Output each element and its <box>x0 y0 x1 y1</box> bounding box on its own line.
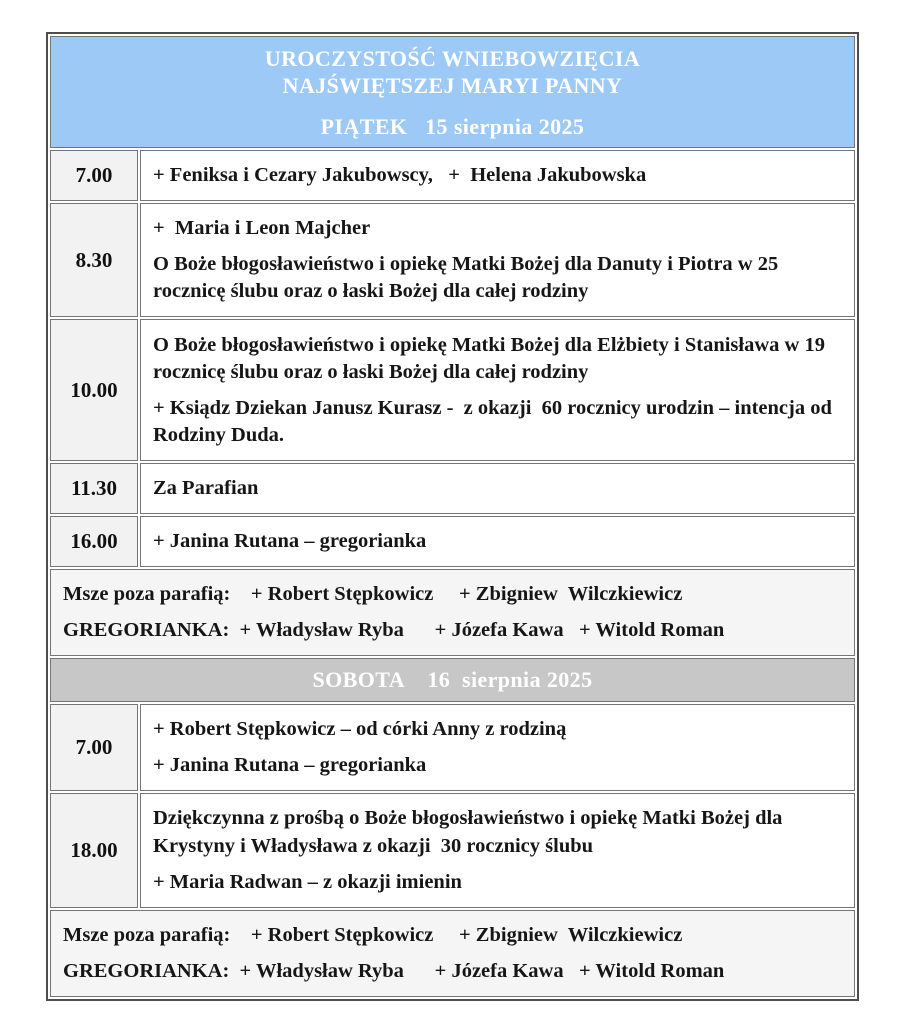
table-row <box>50 704 855 791</box>
intention-line: Za Parafian <box>153 477 259 500</box>
time-cell: 16.00 <box>50 516 138 567</box>
feast-title-line2: NAJŚWIĘTSZEJ MARYI PANNY <box>282 73 623 98</box>
table-row <box>50 319 855 461</box>
outside-parish-note <box>50 910 855 997</box>
intention-line: Dziękczynna z prośbą o Boże błogosławieństwo i opiekę Matki Bożej dla Krystyny i Władysława z okazji 30 rocznicy ślubu <box>153 807 788 857</box>
time-cell: 18.00 <box>50 793 138 907</box>
table-row <box>50 150 855 201</box>
outside-parish-note <box>50 569 855 656</box>
table-row <box>50 793 855 907</box>
saturday-date-banner: SOBOTA 16 sierpnia 2025 <box>50 658 855 702</box>
friday-date-line: PIĄTEK 15 sierpnia 2025 <box>320 113 585 139</box>
intention-cell <box>140 463 855 514</box>
feast-title-line1: UROCZYSTOŚĆ WNIEBOWZIĘCIA <box>264 45 641 71</box>
time-cell: 10.00 <box>50 319 138 461</box>
note-line: GREGORIANKA: + Władysław Ryba + Józefa Kawa + Witold Roman <box>63 619 725 642</box>
intention-cell <box>140 516 855 567</box>
feast-header-cell <box>50 36 855 148</box>
intention-line: O Boże błogosławieństwo i opiekę Matki Bożej dla Danuty i Piotra w 25 rocznicę ślubu oraz o łaski Bożej dla całej rodziny <box>153 253 784 303</box>
intention-line: + Maria i Leon Majcher <box>153 217 371 240</box>
intention-line: O Boże błogosławieństwo i opiekę Matki Bożej dla Elżbiety i Stanisława w 19 rocznicę ślubu oraz o łaski Bożej dla całej rodziny <box>153 333 831 383</box>
intention-cell <box>140 203 855 317</box>
intention-cell <box>140 150 855 201</box>
mass-intentions-sheet <box>46 32 859 1001</box>
time-cell: 7.00 <box>50 704 138 791</box>
intention-line: + Feniksa i Cezary Jakubowscy, + Helena Jakubowska <box>153 164 647 186</box>
note-line: Msze poza parafią: + Robert Stępkowicz + Zbigniew Wilczkiewicz <box>63 923 683 946</box>
intention-line: + Robert Stępkowicz – od córki Anny z rodziną <box>153 718 567 741</box>
table-row <box>50 203 855 317</box>
saturday-banner-row <box>50 658 855 702</box>
note-line: Msze poza parafią: + Robert Stępkowicz + Zbigniew Wilczkiewicz <box>63 583 683 606</box>
time-cell: 8.30 <box>50 203 138 317</box>
schedule-table <box>46 32 859 1001</box>
intention-line: + Ksiądz Dziekan Janusz Kurasz - z okazji 60 rocznicy urodzin – intencja od Rodziny Duda. <box>153 396 837 446</box>
intention-cell <box>140 793 855 907</box>
intention-line: + Janina Rutana – gregorianka <box>153 754 427 777</box>
time-cell: 7.00 <box>50 150 138 201</box>
intention-line: + Janina Rutana – gregorianka <box>153 530 427 553</box>
outside-parish-note-row <box>50 569 855 656</box>
note-line: GREGORIANKA: + Władysław Ryba + Józefa Kawa + Witold Roman <box>63 959 725 982</box>
time-cell: 11.30 <box>50 463 138 514</box>
outside-parish-note-row <box>50 910 855 997</box>
feast-header-row <box>50 36 855 148</box>
intention-cell <box>140 704 855 791</box>
intention-line: + Maria Radwan – z okazji imienin <box>153 870 462 893</box>
intention-cell <box>140 319 855 461</box>
table-row <box>50 463 855 514</box>
table-row <box>50 516 855 567</box>
